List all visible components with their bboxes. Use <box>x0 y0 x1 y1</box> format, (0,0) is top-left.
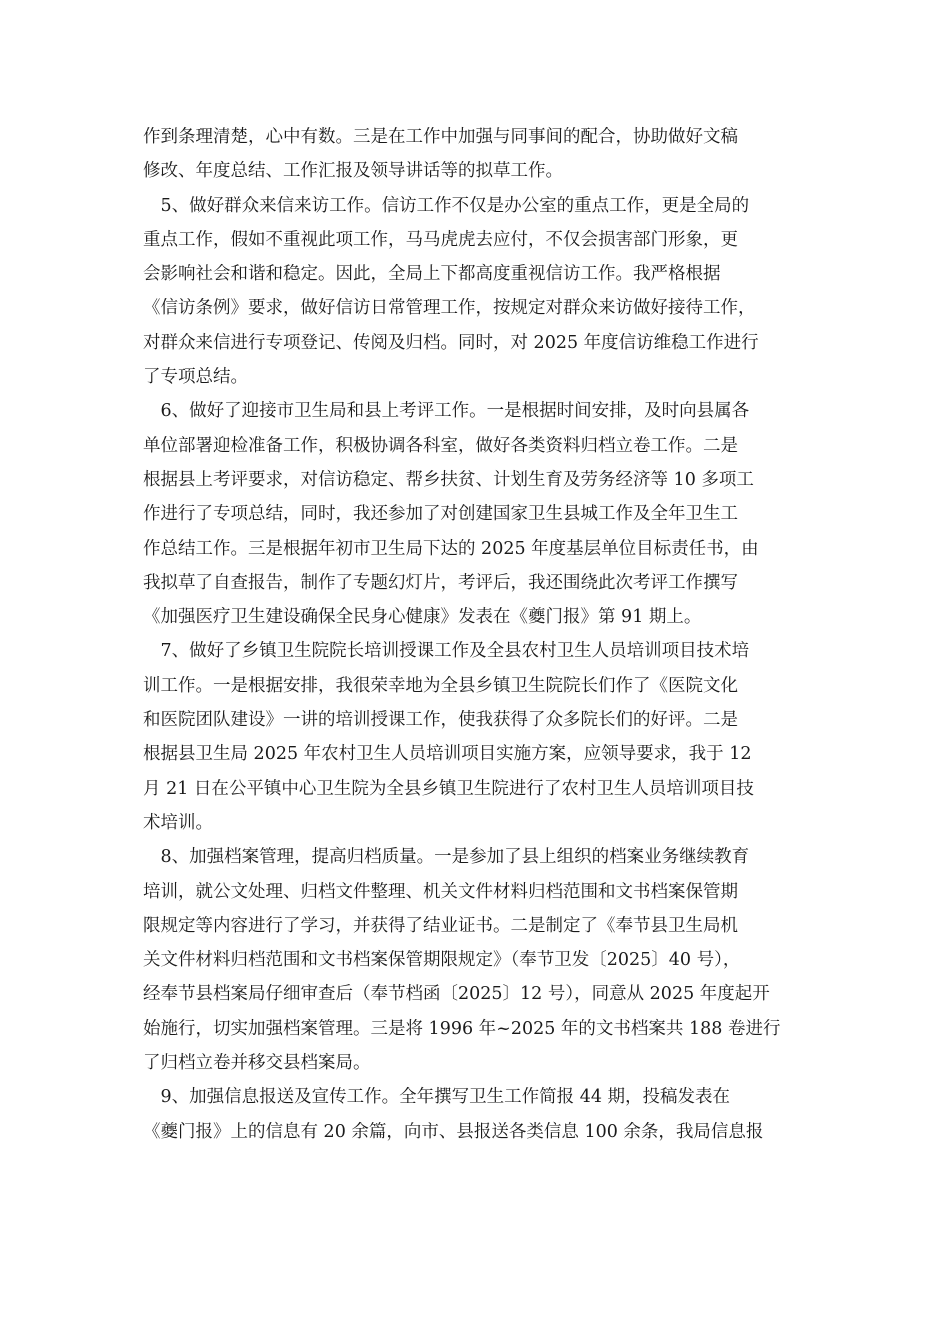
text-line: 作总结工作。三是根据年初市卫生局下达的 2025 年度基层单位目标责任书，由 <box>143 538 759 559</box>
text-line: 了专项总结。 <box>143 367 248 388</box>
text-line: 术培训。 <box>143 812 213 833</box>
text-line: 7、做好了乡镇卫生院院长培训授课工作及全县农村卫生人员培训项目技术培 <box>143 641 750 662</box>
text-line: 作进行了专项总结，同时，我还参加了对创建国家卫生县城工作及全年卫生工 <box>143 504 738 525</box>
text-line: 经奉节县档案局仔细审查后（奉节档函〔2025〕12 号），同意从 2025 年度起开 <box>143 984 770 1005</box>
text-line: 8、加强档案管理，提高归档质量。一是参加了县上组织的档案业务继续教育 <box>143 847 750 868</box>
text-line: 单位部署迎检准备工作，积极协调各科室，做好各类资料归档立卷工作。二是 <box>143 435 738 456</box>
text-line: 我拟草了自查报告，制作了专题幻灯片，考评后，我还围绕此次考评工作撰写 <box>143 572 738 593</box>
text-line: 限规定等内容进行了学习，并获得了结业证书。二是制定了《奉节县卫生局机 <box>143 915 738 936</box>
text-line: 训工作。一是根据安排，我很荣幸地为全县乡镇卫生院院长们作了《医院文化 <box>143 675 738 696</box>
document-body <box>143 120 809 1149</box>
text-line: 根据县卫生局 2025 年农村卫生人员培训项目实施方案，应领导要求，我于 12 <box>143 744 752 765</box>
text-line: 培训，就公文处理、归档文件整理、机关文件材料归档范围和文书档案保管期 <box>143 881 738 902</box>
text-line: 根据县上考评要求，对信访稳定、帮乡扶贫、计划生育及劳务经济等 10 多项工 <box>143 469 754 490</box>
text-line: 和医院团队建设》一讲的培训授课工作，使我获得了众多院长们的好评。二是 <box>143 710 738 731</box>
text-line: 重点工作，假如不重视此项工作，马马虎虎去应付，不仅会损害部门形象，更 <box>143 229 738 250</box>
text-line: 月 21 日在公平镇中心卫生院为全县乡镇卫生院进行了农村卫生人员培训项目技 <box>143 778 754 799</box>
text-line: 始施行，切实加强档案管理。三是将 1996 年~2025 年的文书档案共 188 卷进行 <box>143 1018 781 1039</box>
text-line: 《加强医疗卫生建设确保全民身心健康》发表在《夔门报》第 91 期上。 <box>143 607 702 628</box>
text-line: 作到条理清楚，心中有数。三是在工作中加强与同事间的配合，协助做好文稿 <box>143 127 738 147</box>
text-line: 关文件材料归档范围和文书档案保管期限规定》（奉节卫发〔2025〕40 号）， <box>143 950 741 971</box>
text-line: 了归档立卷并移交县档案局。 <box>143 1053 371 1074</box>
text-line: 修改、年度总结、工作汇报及领导讲话等的拟草工作。 <box>143 161 563 182</box>
text-line: 6、做好了迎接市卫生局和县上考评工作。一是根据时间安排，及时向县属各 <box>143 401 750 422</box>
text-line: 5、做好群众来信来访工作。信访工作不仅是办公室的重点工作，更是全局的 <box>143 195 750 216</box>
text-line: 会影响社会和谐和稳定。因此，全局上下都高度重视信访工作。我严格根据 <box>143 264 721 285</box>
text-line: 9、加强信息报送及宣传工作。全年撰写卫生工作简报 44 期，投稿发表在 <box>143 1087 731 1108</box>
text-line: 《夔门报》上的信息有 20 余篇，向市、县报送各类信息 100 余条，我局信息报 <box>143 1121 764 1142</box>
text-line: 《信访条例》要求，做好信访日常管理工作，按规定对群众来访做好接待工作， <box>143 298 756 319</box>
text-line: 对群众来信进行专项登记、传阅及归档。同时，对 2025 年度信访维稳工作进行 <box>143 332 759 353</box>
